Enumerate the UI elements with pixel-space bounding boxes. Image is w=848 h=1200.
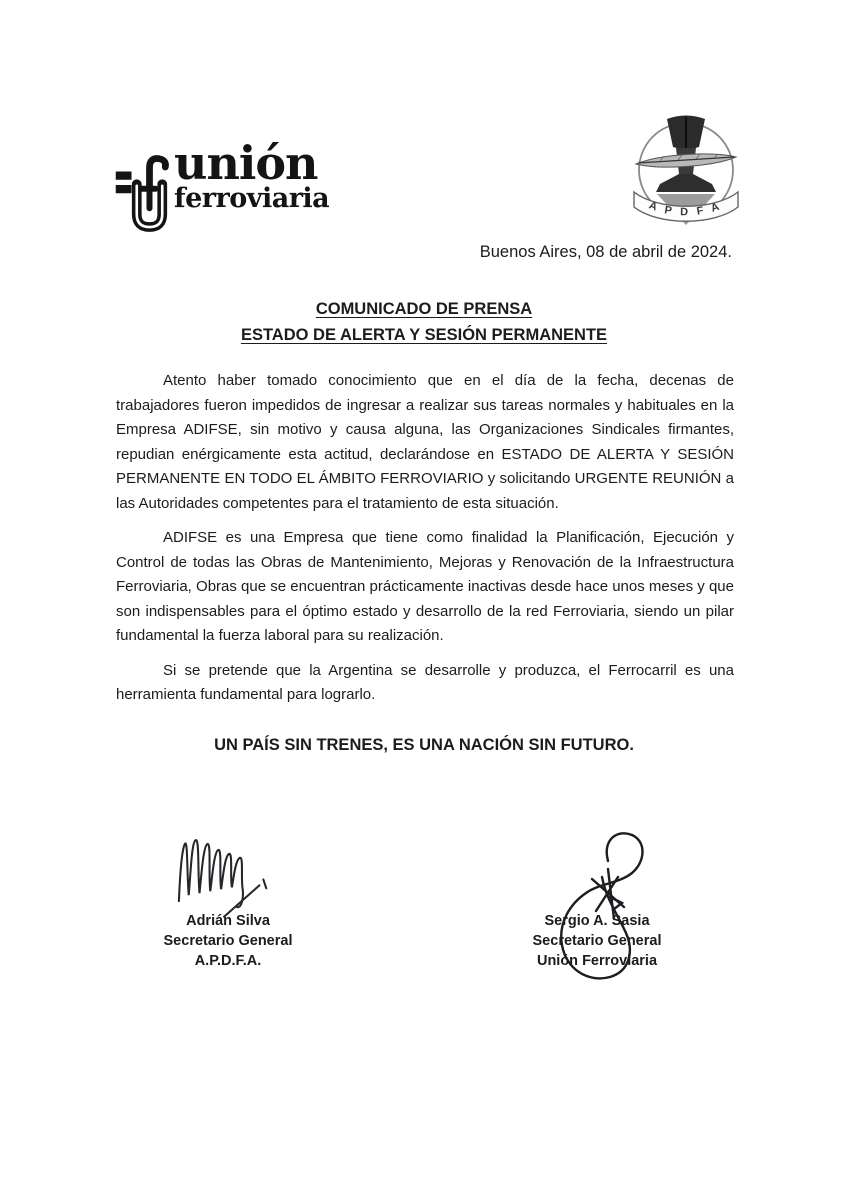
apdfa-banner-letters: A P D F A	[647, 199, 724, 219]
feather-icon	[636, 154, 736, 167]
signature-adrian-silva-icon	[173, 830, 281, 924]
document-body	[116, 369, 734, 718]
document-title	[0, 296, 848, 348]
signer-role: Secretario General	[532, 933, 662, 949]
paragraph-2: ADIFSE es una Empresa que tiene como finalidad la Planificación, Ejecución y Control de todas las Obras de Mantenimiento, Mejoras y Renovación de la Infraestructura Ferroviaria, Obras que se encuentran prácticamente inactivas desde hace unos meses y que son indispensables para el óptimo estado y desarrollo de la red Ferroviaria, siendo un pilar fundamental la fuerza laboral para su realización.	[116, 529, 734, 644]
signer-org: Unión Ferroviaria	[536, 953, 658, 969]
apdfa-logo	[630, 112, 742, 236]
signature-block-apdfa	[146, 911, 310, 971]
signer-role: Secretario General	[163, 933, 293, 949]
signer-org: A.P.D.F.A.	[194, 953, 262, 969]
date-line: Buenos Aires, 08 de abril de 2024.	[479, 243, 732, 261]
logo-word-union: unión	[174, 136, 318, 190]
title-line-2: ESTADO DE ALERTA Y SESIÓN PERMANENTE	[240, 326, 608, 344]
union-ferroviaria-monogram-icon	[112, 146, 172, 242]
signer-name: Adrián Silva	[186, 913, 270, 929]
paragraph-3: Si se pretende que la Argentina se desarrolle y produzca, el Ferrocarril es una herramienta fundamental para lograrlo.	[116, 661, 734, 703]
signature-block-union-ferroviaria	[512, 911, 682, 971]
signer-name: Sergio A. Sasia	[544, 913, 650, 929]
union-ferroviaria-logo	[112, 136, 330, 242]
logo-word-ferroviaria: ferroviaria	[174, 183, 330, 214]
paragraph-1: Atento haber tomado conocimiento que en el día de la fecha, decenas de trabajadores fueron impedidos de ingresar a realizar sus tareas normales y habituales en la Empresa ADIFSE, sin motivo y causa alguna, las Organizaciones Sindicales firmantes, repudian enérgicamente esta actitud, declarándose en ESTADO DE ALERTA Y SESIÓN PERMANENTE EN TODO EL ÁMBITO FERROVIARIO y solicitando URGENTE REUNIÓN a las Autoridades competentes para el tratamiento de esta situación.	[116, 372, 734, 512]
title-line-1: COMUNICADO DE PRENSA	[315, 300, 533, 318]
union-ferroviaria-wordmark	[174, 136, 330, 214]
slogan-line: UN PAÍS SIN TRENES, ES UNA NACIÓN SIN FUTURO.	[214, 736, 634, 754]
